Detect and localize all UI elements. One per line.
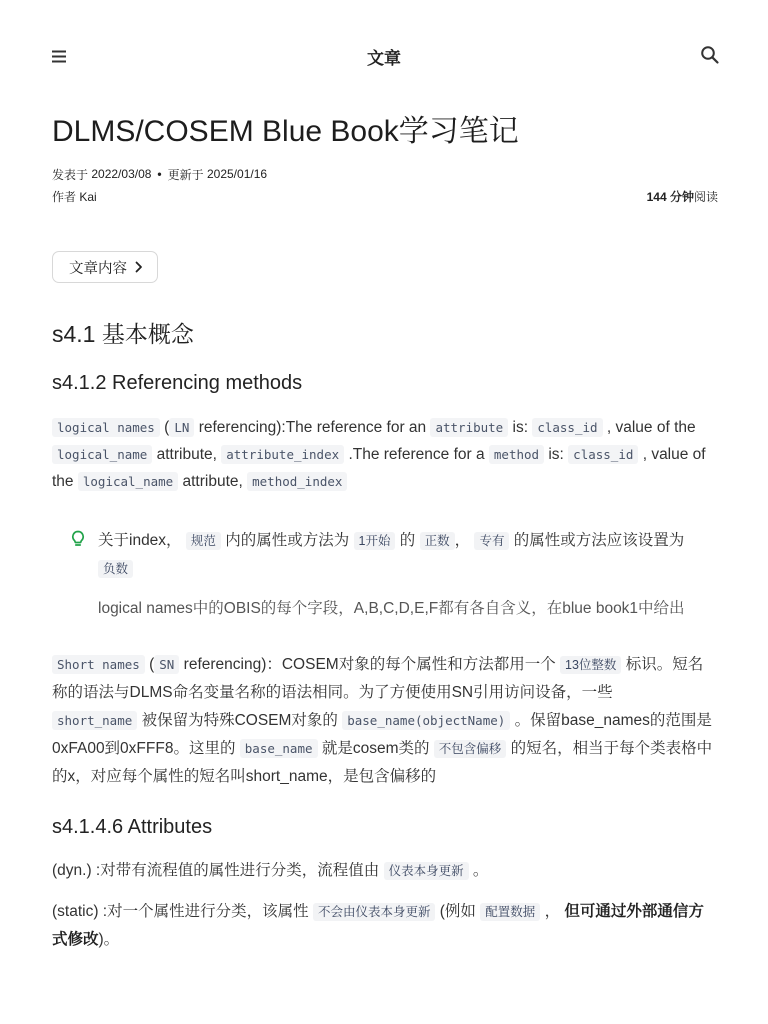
text: , value of the bbox=[52, 446, 706, 490]
code-logical-names: logical names bbox=[52, 418, 160, 437]
code-logical-name: logical_name bbox=[78, 472, 178, 491]
paragraph-logical-names bbox=[52, 414, 718, 495]
text: 就是cosem类的 bbox=[321, 740, 430, 757]
read-suffix: 阅读 bbox=[693, 189, 718, 204]
paragraph-static bbox=[52, 898, 718, 954]
text: 的属性或方法应该设置为 bbox=[513, 532, 685, 549]
text: referencing)：COSEM对象的每个属性和方法都用一个 bbox=[183, 656, 556, 673]
bold-external-modify: 但可通过外部通信方式修改 bbox=[52, 903, 704, 948]
text: )。 bbox=[98, 931, 120, 948]
read-unit: 分钟 bbox=[669, 189, 694, 204]
code-base-name-object: base_name(objectName) bbox=[342, 711, 510, 730]
text: ， bbox=[454, 532, 471, 549]
tag-config-data: 配置数据 bbox=[480, 903, 540, 921]
code-class-id: class_id bbox=[568, 445, 638, 464]
author-line bbox=[52, 188, 97, 205]
read-minutes: 144 bbox=[646, 189, 667, 204]
tag-not-meter-updated: 不会由仪表本身更新 bbox=[313, 903, 436, 921]
lightbulb-icon bbox=[70, 530, 86, 548]
text: ( bbox=[149, 656, 155, 673]
text: is: bbox=[512, 419, 529, 436]
text: referencing):The reference for an bbox=[198, 419, 427, 436]
tag-spec: 规范 bbox=[186, 532, 221, 550]
code-ln: LN bbox=[169, 418, 194, 437]
author-name: Kai bbox=[79, 189, 97, 204]
text: 的短名，相当于每个类表格中的x，对应每个属性的短名叫short_name，是包含偏移的 bbox=[52, 740, 713, 785]
published-date: 2022/03/08 bbox=[91, 167, 152, 181]
text: (例如 bbox=[439, 903, 476, 920]
tip-obis-note: logical names中的OBIS的每个字段，A,B,C,D,E,F都有各自含义，在blue book1中给出 bbox=[98, 600, 685, 617]
search-icon[interactable] bbox=[700, 45, 722, 67]
tag-positive: 正数 bbox=[420, 532, 455, 550]
code-short-name: short_name bbox=[52, 711, 137, 730]
read-time bbox=[647, 188, 718, 205]
article-meta bbox=[52, 166, 718, 204]
text: 内的属性或方法为 bbox=[225, 532, 350, 549]
text: , value of the bbox=[606, 419, 696, 436]
paragraph-short-names bbox=[52, 651, 718, 791]
text: (static) :对一个属性进行分类，该属性 bbox=[52, 903, 309, 920]
chevron-right-icon bbox=[135, 261, 143, 273]
text: 。 bbox=[472, 862, 489, 879]
text: 关于index， bbox=[98, 532, 182, 549]
tag-negative: 负数 bbox=[98, 560, 133, 578]
tag-start-1: 1开始 bbox=[354, 532, 396, 550]
code-base-name: base_name bbox=[240, 739, 318, 758]
tag-no-offset: 不包含偏移 bbox=[434, 740, 507, 758]
text: is: bbox=[548, 446, 564, 463]
tag-13-bit-integer: 13位整数 bbox=[560, 656, 621, 674]
code-attribute-index: attribute_index bbox=[221, 445, 344, 464]
updated-label: 更新于 bbox=[167, 167, 204, 182]
text: 被保留为特殊COSEM对象的 bbox=[141, 712, 338, 729]
text: attribute, bbox=[156, 446, 217, 463]
code-attribute: attribute bbox=[430, 418, 508, 437]
updated-date: 2025/01/16 bbox=[206, 167, 268, 181]
section-heading-basic-concepts: s4.1 基本概念 bbox=[52, 321, 194, 347]
section-heading-attributes: s4.1.4.6 Attributes bbox=[52, 816, 213, 838]
toc-button[interactable] bbox=[52, 251, 158, 283]
text: ， bbox=[544, 903, 561, 920]
tag-proprietary: 专有 bbox=[474, 532, 509, 550]
text: .The reference for a bbox=[348, 446, 485, 463]
nav-title: 文章 bbox=[367, 49, 401, 68]
code-short-names: Short names bbox=[52, 655, 145, 674]
author-label: 作者 bbox=[52, 189, 77, 204]
text: 标识。短名称的语法与DLMS命名变量名称的语法相同。为了方便使用SN引用访问设备，一些 bbox=[52, 656, 704, 701]
top-bar bbox=[0, 0, 768, 112]
published-label: 发表于 bbox=[52, 167, 89, 182]
text: (dyn.) :对带有流程值的属性进行分类，流程值由 bbox=[52, 862, 380, 879]
tag-meter-updated: 仪表本身更新 bbox=[384, 862, 469, 880]
text: 。保留base_names的范围是0xFA00到0xFFF8。这里的 bbox=[52, 712, 712, 757]
code-method-index: method_index bbox=[247, 472, 347, 491]
text: attribute, bbox=[182, 473, 243, 490]
toc-label: 文章内容 bbox=[69, 260, 127, 277]
section-heading-referencing-methods: s4.1.2 Referencing methods bbox=[52, 372, 303, 394]
meta-separator: • bbox=[157, 167, 162, 181]
text: 的 bbox=[399, 532, 416, 549]
code-sn: SN bbox=[154, 655, 179, 674]
code-class-id: class_id bbox=[532, 418, 602, 437]
text: ( bbox=[164, 419, 170, 436]
paragraph-dyn bbox=[52, 857, 718, 885]
tip-text bbox=[98, 527, 710, 583]
page-title: DLMS/COSEM Blue Book学习笔记 bbox=[52, 115, 519, 148]
code-logical-name: logical_name bbox=[52, 445, 152, 464]
code-method: method bbox=[489, 445, 544, 464]
